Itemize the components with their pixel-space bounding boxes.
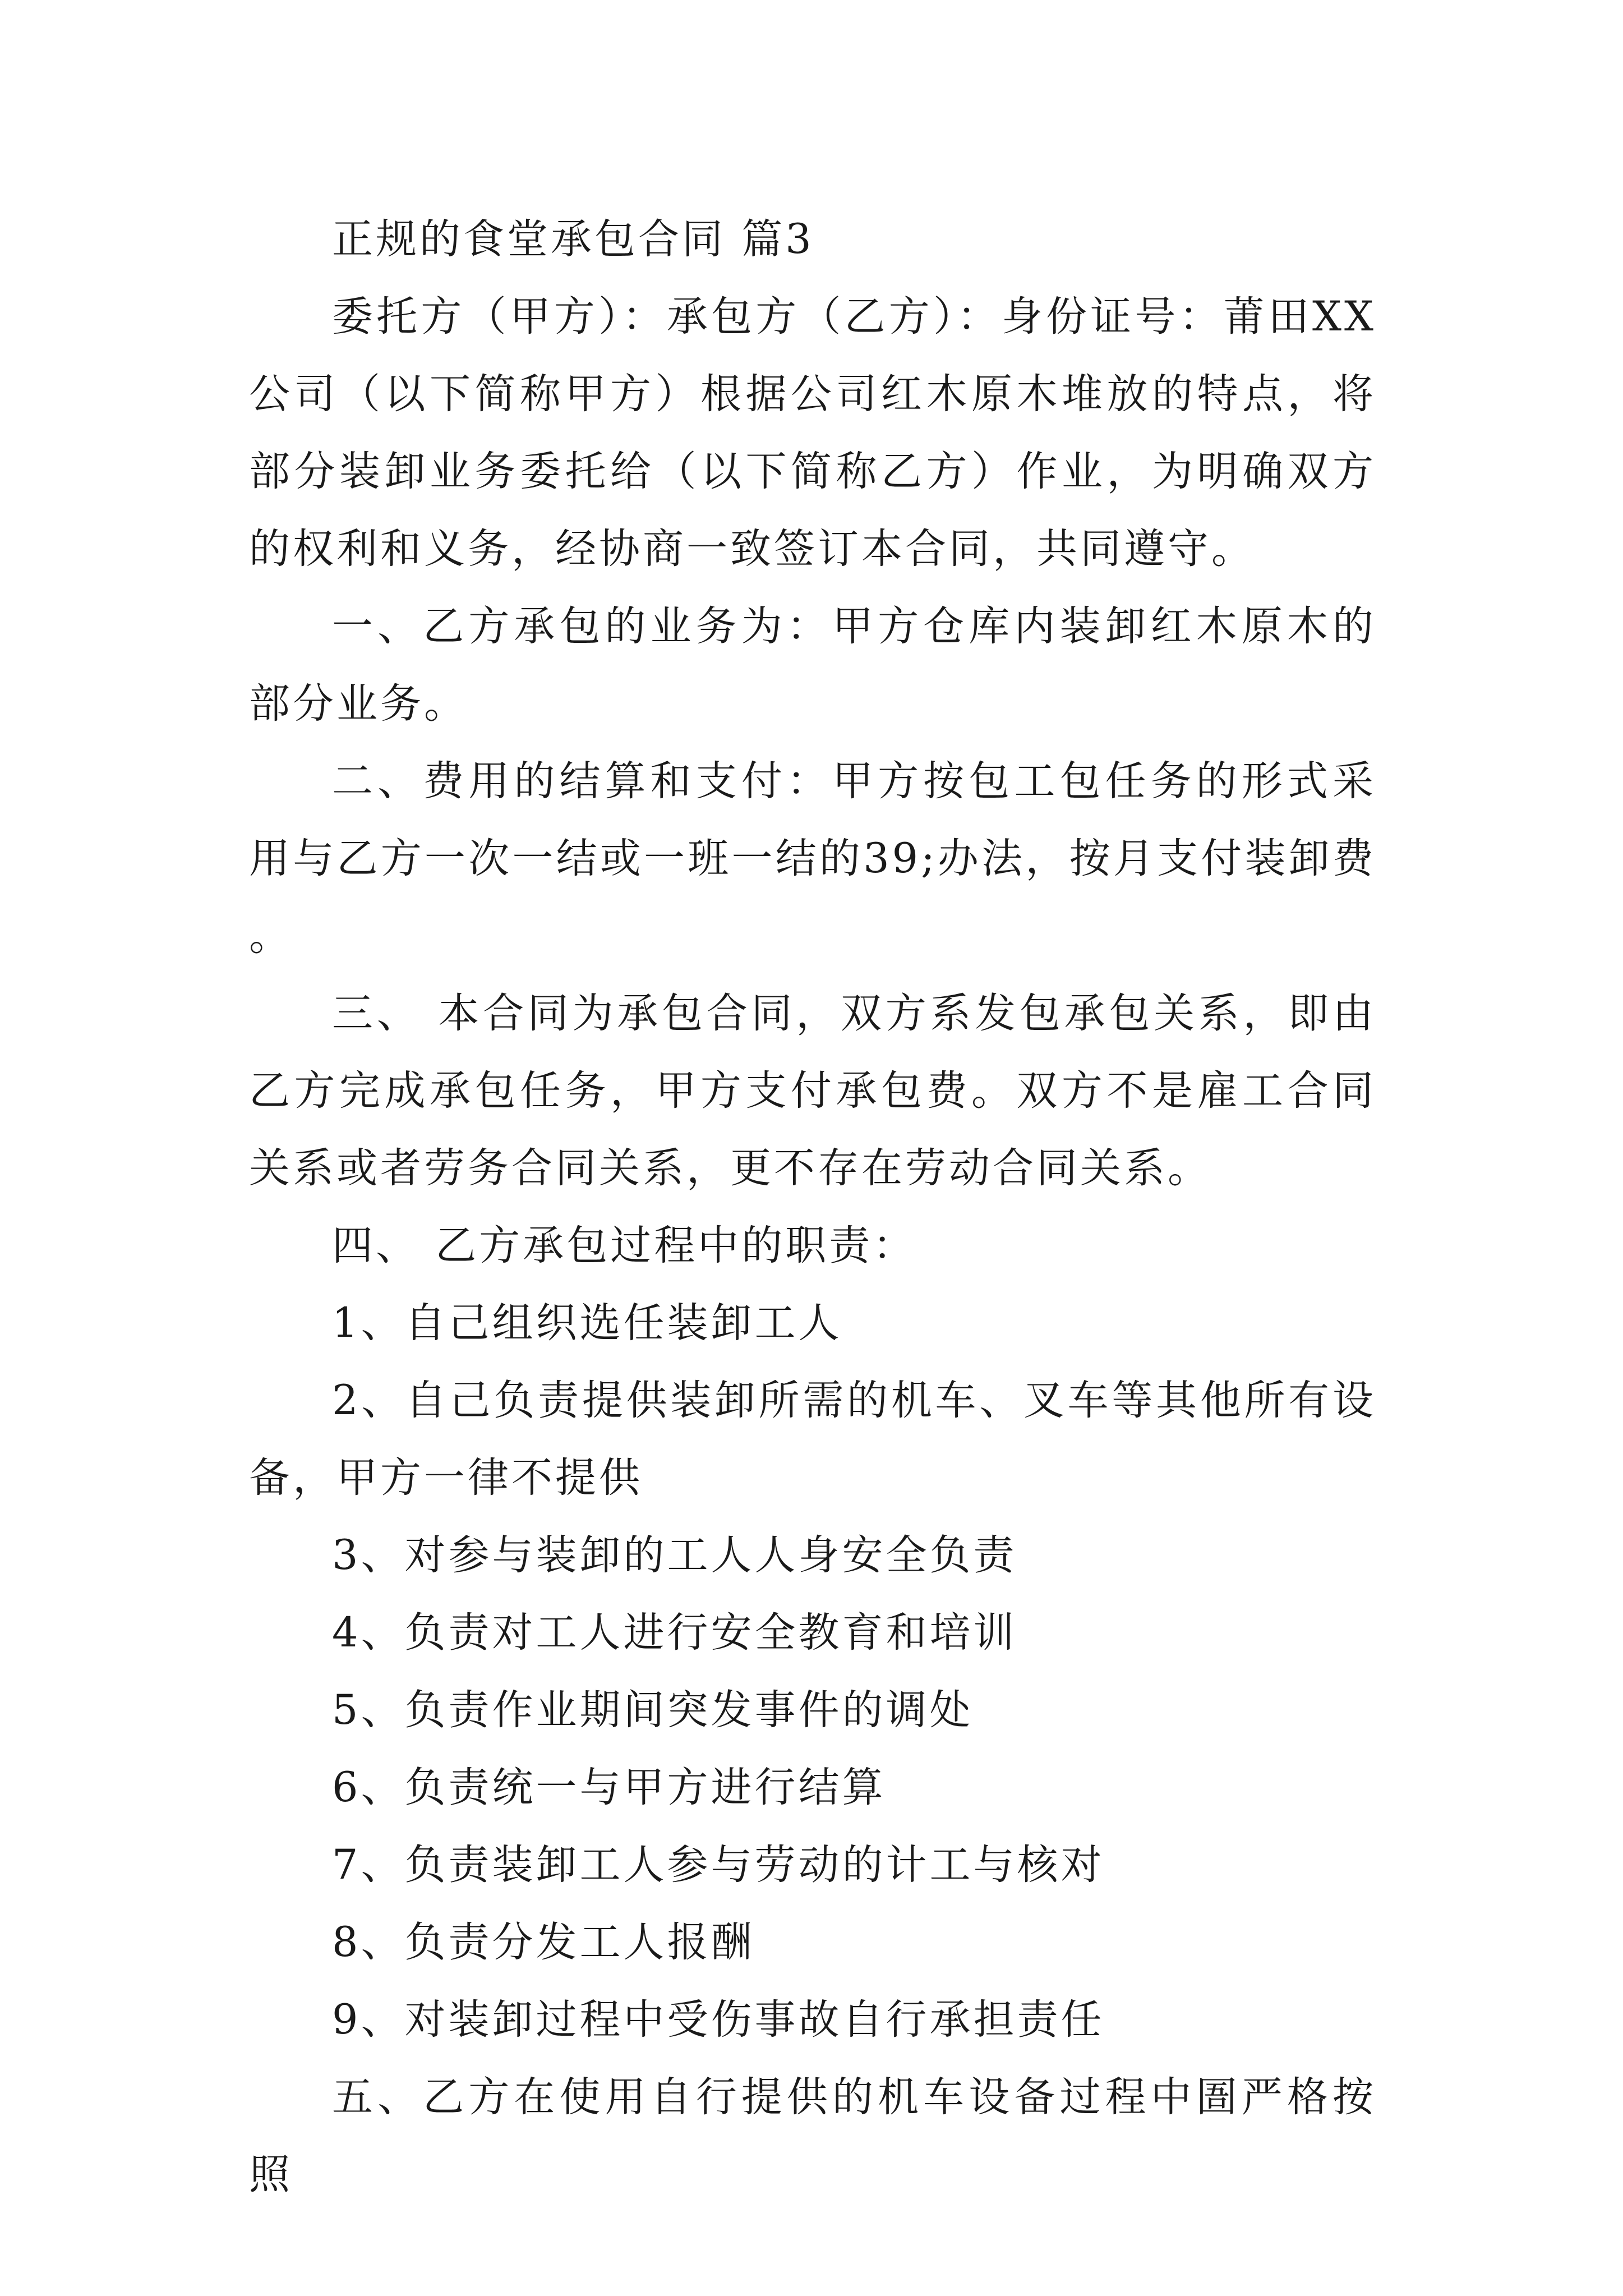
document-body (249, 201, 1376, 2214)
duty-item: 1、自己组织选任装卸工人 (332, 1299, 842, 1347)
duty-item: 4、负责对工人进行安全教育和培训 (332, 1609, 1017, 1657)
clause-2: 二、费用的结算和支付：甲方按包工包任务的形式采用与乙方一次一结或一班一结的39;办法，按月支付装卸费。 (249, 757, 1376, 960)
paragraph-parties: 委托方（甲方）：承包方（乙方）：身份证号：莆田XX公司（以下简称甲方）根据公司红木原木堆放的特点，将部分装卸业务委托给（以下简称乙方）作业，为明确双方的权利和义务，经协商一致签订本合同，共同遵守。 (249, 293, 1376, 573)
duty-item: 8、负责分发工人报酬 (332, 1918, 755, 1966)
document-title: 正规的食堂承包合同 篇3 (332, 215, 814, 263)
clause-3: 三、 本合同为承包合同，双方系发包承包关系，即由乙方完成承包任务，甲方支付承包费。双方不是雇工合同关系或者劳务合同关系，更不存在劳动合同关系。 (249, 990, 1376, 1192)
duty-item: 7、负责装卸工人参与劳动的计工与核对 (332, 1841, 1105, 1889)
clause-5: 五、乙方在使用自行提供的机车设备过程中圄严格按照 (249, 2073, 1376, 2198)
clause-4: 四、 乙方承包过程中的职责： (332, 1222, 917, 1269)
duty-item: 3、对参与装卸的工人人身安全负责 (332, 1531, 1017, 1579)
duty-item: 2、自己负责提供装卸所需的机车、叉车等其他所有设备，甲方一律不提供 (249, 1377, 1376, 1502)
duty-item: 6、负责统一与甲方进行结算 (332, 1764, 886, 1811)
duty-item: 5、负责作业期间突发事件的调处 (332, 1686, 974, 1734)
duty-item: 9、对装卸过程中受伤事故自行承担责任 (332, 1996, 1105, 2044)
clause-1: 一、乙方承包的业务为：甲方仓库内装卸红木原木的部分业务。 (249, 602, 1376, 728)
